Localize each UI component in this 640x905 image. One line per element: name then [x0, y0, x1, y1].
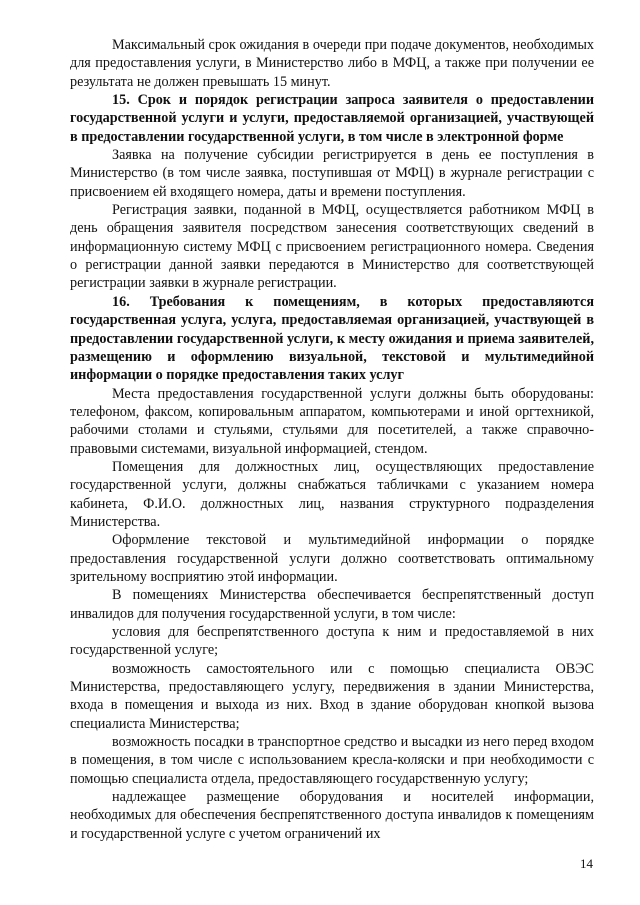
paragraph-equipment: Места предоставления государственной услуги должны быть оборудованы: телефоном, факсом, копировальным аппаратом, компьютерами и иной оргтехникой, рабочими столами и стульями, стульями для посетителей, а также справочно-правовыми системами, визуальной информацией, стендом.: [70, 385, 594, 457]
paragraph-info-design: Оформление текстовой и мультимедийной информации о порядке предоставления государственной услуги должно соответствовать оптимальному зрительному восприятию этой информации.: [70, 532, 594, 585]
list-item-transport: возможность посадки в транспортное средство и высадки из него перед входом в помещения, в том числе с использованием кресла-коляски и при необходимости с помощью специалиста отдела, предоставляющего государственную услугу;: [70, 734, 594, 787]
page-number: 14: [580, 856, 593, 871]
paragraph-mfc-registration: Регистрация заявки, поданной в МФЦ, осуществляется работником МФЦ в день обращения заявителя посредством занесения соответствующих сведений в информационную систему МФЦ с присвоением регистрационного номера. Сведения о регистрации данной заявки передаются в Министерство для соответствующей регистрации заявки в журнале регистрации.: [70, 202, 594, 292]
section-heading-16: 16. Требования к помещениям, в которых предоставляются государственная услуга, услуга, предоставляемая организацией, участвующей в предоставлении государственной услуги, к месту ожидания и приема заявителей, размещению и оформлению визуальной, текстовой и мультимедийной информации о порядке предоставления таких услуг: [70, 293, 594, 384]
document-page: [70, 36, 594, 843]
section-heading-15: 15. Срок и порядок регистрации запроса заявителя о предоставлении государственной услуги и услуги, предоставляемой организацией, участвующей в предоставлении государственной услуги, в том числе в электронной форме: [70, 92, 594, 145]
list-item-equipment-placement: надлежащее размещение оборудования и носителей информации, необходимых для обеспечения беспрепятственного доступа инвалидов к помещениям и государственной услуге с учетом ограничений их: [70, 789, 594, 842]
paragraph-office-signs: Помещения для должностных лиц, осуществляющих предоставление государственной услуги, должны снабжаться табличками с указанием номера кабинета, Ф.И.О. должностных лиц, названия структурного подразделения Министерства.: [70, 458, 594, 530]
paragraph-queue-wait: Максимальный срок ожидания в очереди при подаче документов, необходимых для предоставления услуги, в Министерство либо в МФЦ, а также при получении ее результата не должен превышать 15 минут.: [70, 37, 594, 90]
list-item-movement: возможность самостоятельного или с помощью специалиста ОВЭС Министерства, предоставляющего услугу, передвижения в здании Министерства, входа в помещения и выхода из них. Вход в здание оборудован кнопкой вызова специалиста Министерства;: [70, 660, 594, 732]
list-item-access-conditions: условия для беспрепятственного доступа к ним и предоставляемой в них государственной услуге;: [70, 624, 594, 659]
paragraph-registration: Заявка на получение субсидии регистрируется в день ее поступления в Министерство (в том числе заявка, поступившая от МФЦ) в журнале регистрации с присвоением ей входящего номера, даты и времени поступления.: [70, 147, 594, 200]
paragraph-accessibility: В помещениях Министерства обеспечивается беспрепятственный доступ инвалидов для получения государственной услуги, в том числе:: [70, 587, 594, 622]
